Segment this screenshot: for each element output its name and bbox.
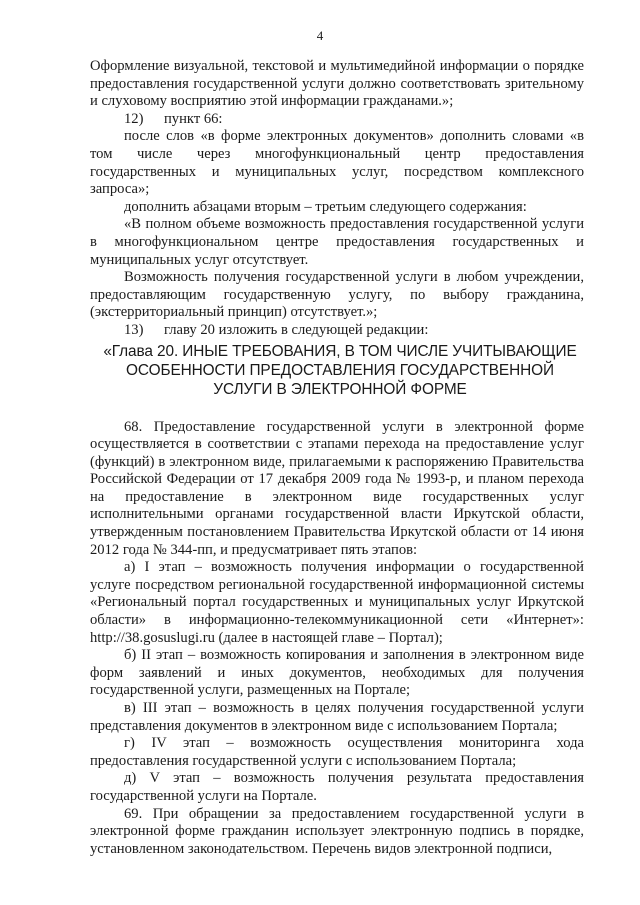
paragraph: а) I этап – возможность получения информации о государственной услуге посредством региональной государственной информационной системы «Региональный портал государственных и муниципальных услуг Иркутской области» в информационно-телекоммуникационной сети «Интернет»: http://38.gosuslugi.ru (далее в настоящей главе – Портал);	[90, 559, 584, 646]
heading-line: УСЛУГИ В ЭЛЕКТРОННОЙ ФОРМЕ	[213, 380, 467, 398]
paragraph: 68. Предоставление государственной услуги в электронной форме осуществляется в соответствии с этапами перехода на предоставление услуг (функций) в электронном виде, прилагаемыми к распоряжению Правительства Российской Федерации от 17 декабря 2009 года № 1993-р, и планом перехода на предоставление в электронном виде государственных услуг исполнительными органами государственной власти Иркутской области, утвержденным постановлением Правительства Иркутской области от 14 июня 2012 года № 344-пп, и предусматривает пять этапов:	[90, 418, 584, 558]
item-text: пункт 66:	[164, 110, 223, 127]
paragraph: д) V этап – возможность получения результата предоставления государственной услуги на Портале.	[90, 770, 584, 804]
paragraph: Оформление визуальной, текстовой и мультимедийной информации о порядке предоставления государственной услуги должно соответствовать зрительному и слуховому восприятию этой информации гражданами.»;	[90, 58, 584, 110]
paragraph: г) IV этап – возможность осуществления мониторинга хода предоставления государственной услуги с использованием Портала;	[90, 735, 584, 769]
list-item-13	[90, 322, 584, 340]
paragraph: дополнить абзацами вторым – третьим следующего содержания:	[124, 198, 527, 215]
list-item-12	[90, 111, 584, 129]
paragraph: Возможность получения государственной услуги в любом учреждении, предоставляющим государственную услугу, по выбору гражданина, (экстерриториальный принцип) отсутствует.»;	[90, 269, 584, 321]
paragraph: 69. При обращении за предоставлением государственной услуги в электронной форме гражданин использует электронную подпись в порядке, установленном законодательством. Перечень видов электронной подписи,	[90, 805, 584, 857]
paragraph: «В полном объеме возможность предоставления государственной услуги в многофункциональном центре предоставления государственных и муниципальных услуг отсутствует.	[90, 216, 584, 268]
chapter-heading	[90, 342, 584, 399]
paragraph: после слов «в форме электронных документов» дополнить словами «в том числе через многофункциональный центр предоставления государственных и муниципальных услуг, посредством комплексного запроса»;	[90, 128, 584, 198]
item-text: главу 20 изложить в следующей редакции:	[164, 321, 429, 338]
heading-line: «Глава 20. ИНЫЕ ТРЕБОВАНИЯ, В ТОМ ЧИСЛЕ УЧИТЫВАЮЩИЕ	[103, 342, 577, 360]
heading-line: ОСОБЕННОСТИ ПРЕДОСТАВЛЕНИЯ ГОСУДАРСТВЕННОЙ	[126, 361, 554, 379]
document-body	[90, 58, 584, 858]
item-number: 12)	[124, 110, 144, 127]
item-number: 13)	[124, 321, 144, 338]
paragraph: в) III этап – возможность в целях получения государственной услуги представления документов в электронном виде с использованием Портала;	[90, 700, 584, 734]
spacer	[90, 399, 584, 419]
page-number: 4	[316, 28, 324, 43]
paragraph: б) II этап – возможность копирования и заполнения в электронном виде форм заявлений и иных документов, необходимых для получения государственной услуги, размещенных на Портале;	[90, 647, 584, 699]
